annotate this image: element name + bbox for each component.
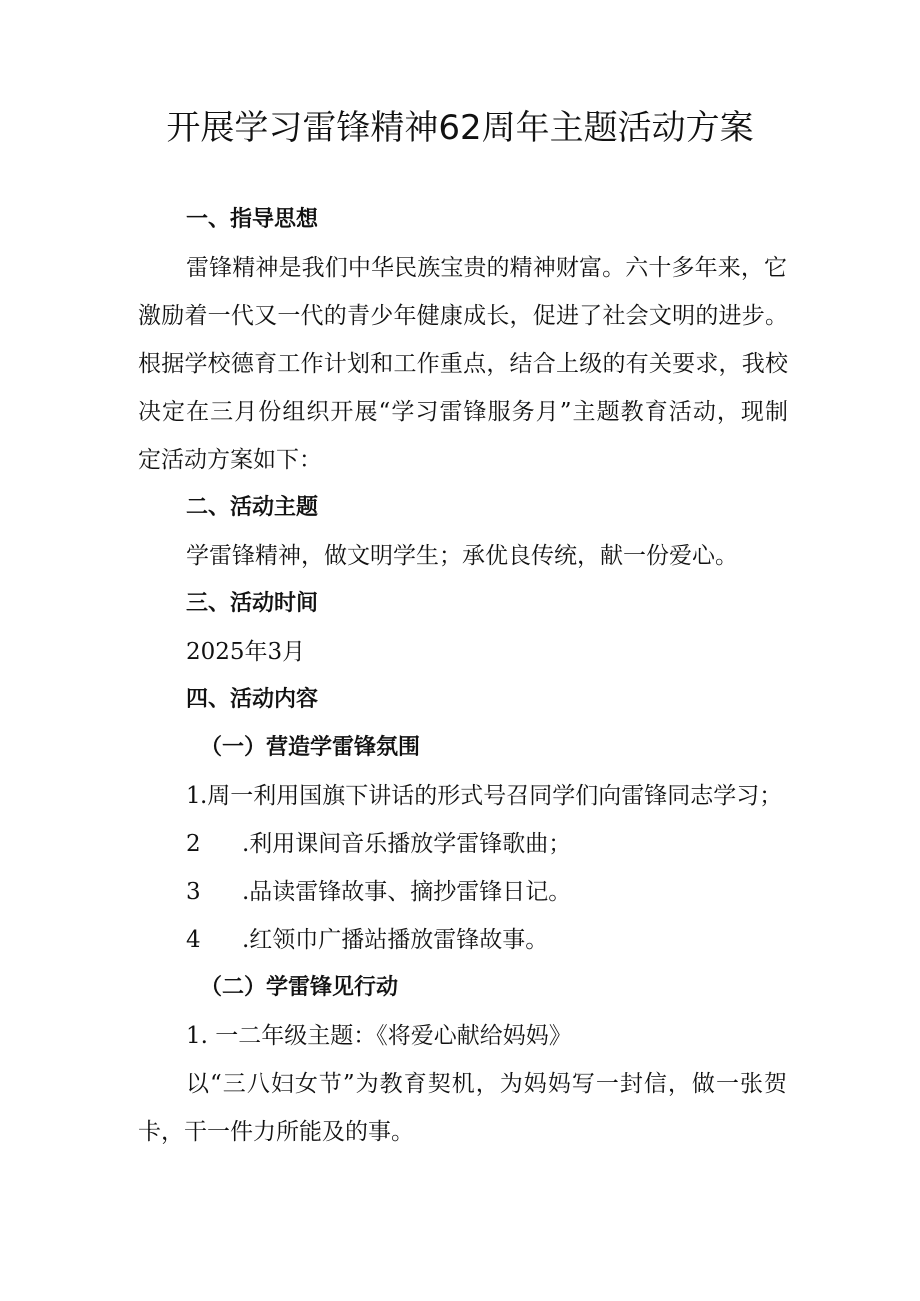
section-heading-guiding-ideology: 一、指导思想: [186, 207, 319, 232]
list-item-number: 2: [186, 831, 201, 857]
document-title: 开展学习雷锋精神62周年主题活动方案: [166, 108, 754, 148]
list-item: [186, 924, 548, 956]
paragraph-line: 雷锋精神是我们中华民族宝贵的精神财富。六十多年来，它: [186, 255, 787, 281]
paragraph-line: 以“三八妇女节”为教育契机，为妈妈写一封信，做一张贺: [186, 1071, 787, 1097]
paragraph-line: 卡，干一件力所能及的事。: [138, 1119, 414, 1145]
list-item: 1. 一二年级主题：《将爱心献给妈妈》: [186, 1023, 572, 1049]
section-heading-theme: 二、活动主题: [186, 495, 319, 520]
list-item-text: .红领巾广播站播放雷锋故事。: [242, 927, 549, 953]
list-item-number: 1: [186, 783, 201, 809]
paragraph-line: 根据学校德育工作计划和工作重点，结合上级的有关要求，我校: [138, 351, 788, 377]
section-heading-time: 三、活动时间: [186, 591, 319, 616]
paragraph-line: 决定在三月份组织开展“学习雷锋服务月”主题教育活动，现制: [138, 399, 788, 425]
list-item-number: 3: [186, 879, 201, 905]
subsection-heading-atmosphere: （一）营造学雷锋氛围: [200, 735, 421, 760]
list-item-number: 4: [186, 927, 201, 953]
list-item-text: .周一利用国旗下讲话的形式号召同学们向雷锋同志学习；: [200, 783, 783, 809]
paragraph-line: 激励着一代又一代的青少年健康成长，促进了社会文明的进步。: [138, 303, 788, 329]
list-item: [186, 780, 782, 812]
theme-text: 学雷锋精神，做文明学生；承优良传统，献一份爱心。: [186, 543, 738, 569]
section-heading-content: 四、活动内容: [186, 687, 319, 712]
time-text: 2025年3月: [186, 639, 306, 665]
subsection-heading-action: （二）学雷锋见行动: [200, 975, 399, 1000]
list-item: [186, 828, 571, 860]
list-item-text: .利用课间音乐播放学雷锋歌曲；: [242, 831, 572, 857]
list-item-text: .品读雷锋故事、摘抄雷锋日记。: [242, 879, 572, 905]
paragraph-line: 定活动方案如下：: [138, 447, 322, 473]
list-item: [186, 876, 571, 908]
